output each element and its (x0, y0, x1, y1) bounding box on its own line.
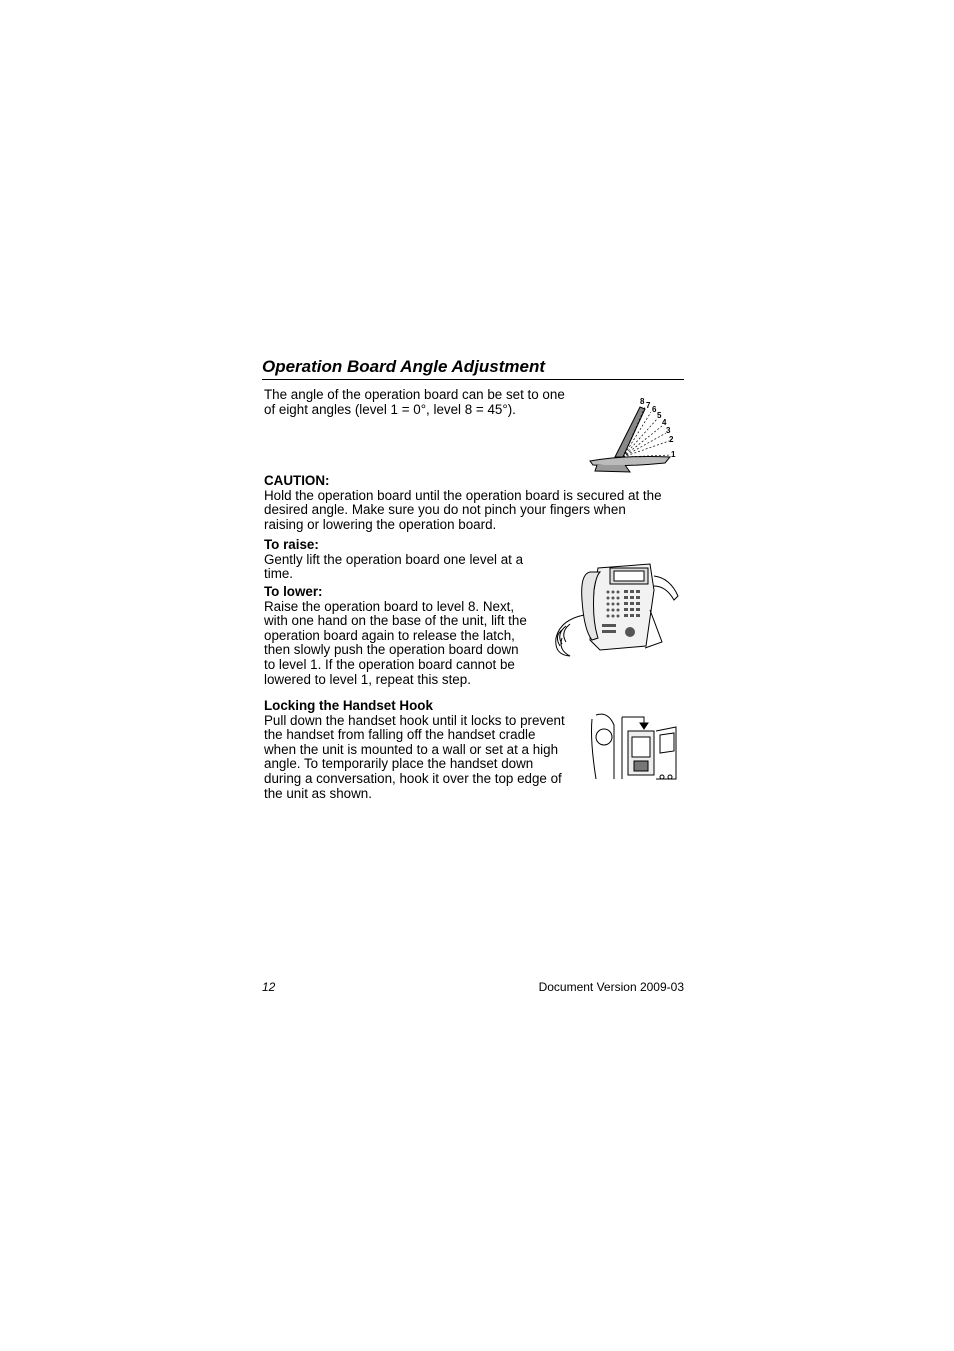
hook-block (264, 699, 565, 801)
lower-line: lowered to level 1, repeat this step. (264, 671, 471, 687)
angle-levels-figure (585, 395, 680, 477)
hook-heading: Locking the Handset Hook (264, 698, 433, 713)
angle-level-label: 1 (671, 450, 676, 459)
angle-level-label: 4 (662, 418, 667, 427)
angle-level-label: 3 (666, 426, 671, 435)
raise-line: Gently lift the operation board one level at a (264, 551, 524, 567)
caution-line: Hold the operation board until the operation board is secured at the (264, 487, 662, 503)
hook-line: angle. To temporarily place the handset down (264, 756, 534, 772)
intro-line: The angle of the operation board can be set to one (264, 387, 565, 402)
lower-line: operation board again to release the latch, (264, 627, 515, 643)
angle-level-label: 8 (640, 397, 645, 406)
intro-line: of eight angles (level 1 = 0°, level 8 = 45°). (264, 401, 516, 417)
raise-line: time. (264, 566, 294, 582)
caution-line: desired angle. Make sure you do not pinch your fingers when (264, 502, 626, 518)
telephone-illustration (550, 560, 682, 663)
lower-line: then slowly push the operation board down (264, 642, 519, 658)
raise-block (264, 538, 523, 582)
angle-level-label: 5 (657, 411, 662, 420)
document-version: Document Version 2009-03 (538, 980, 684, 994)
caution-heading: CAUTION: (264, 473, 330, 488)
hook-line: the handset from falling off the handset cradle (264, 727, 536, 743)
angle-level-label: 7 (646, 401, 651, 410)
lower-line: to level 1. If the operation board cannot be (264, 656, 515, 672)
raise-heading: To raise: (264, 537, 319, 552)
page-title: Operation Board Angle Adjustment (262, 356, 684, 380)
lower-line: with one hand on the base of the unit, lift the (264, 613, 527, 629)
hook-line: Pull down the handset hook until it locks to prevent (264, 712, 565, 728)
caution-line: raising or lowering the operation board. (264, 516, 497, 532)
hook-line: the unit as shown. (264, 785, 372, 801)
caution-block (264, 474, 662, 532)
angle-level-label: 6 (652, 405, 657, 414)
lower-block (264, 585, 527, 687)
handset-hook-illustration (588, 711, 678, 781)
lower-heading: To lower: (264, 584, 323, 599)
angle-level-label: 2 (669, 435, 674, 444)
lower-line: Raise the operation board to level 8. Next, (264, 598, 515, 614)
intro-paragraph (264, 388, 565, 417)
page-number: 12 (262, 980, 276, 994)
hook-line: when the unit is mounted to a wall or set at a high (264, 741, 559, 757)
hook-line: during a conversation, hook it over the top edge of (264, 770, 562, 786)
